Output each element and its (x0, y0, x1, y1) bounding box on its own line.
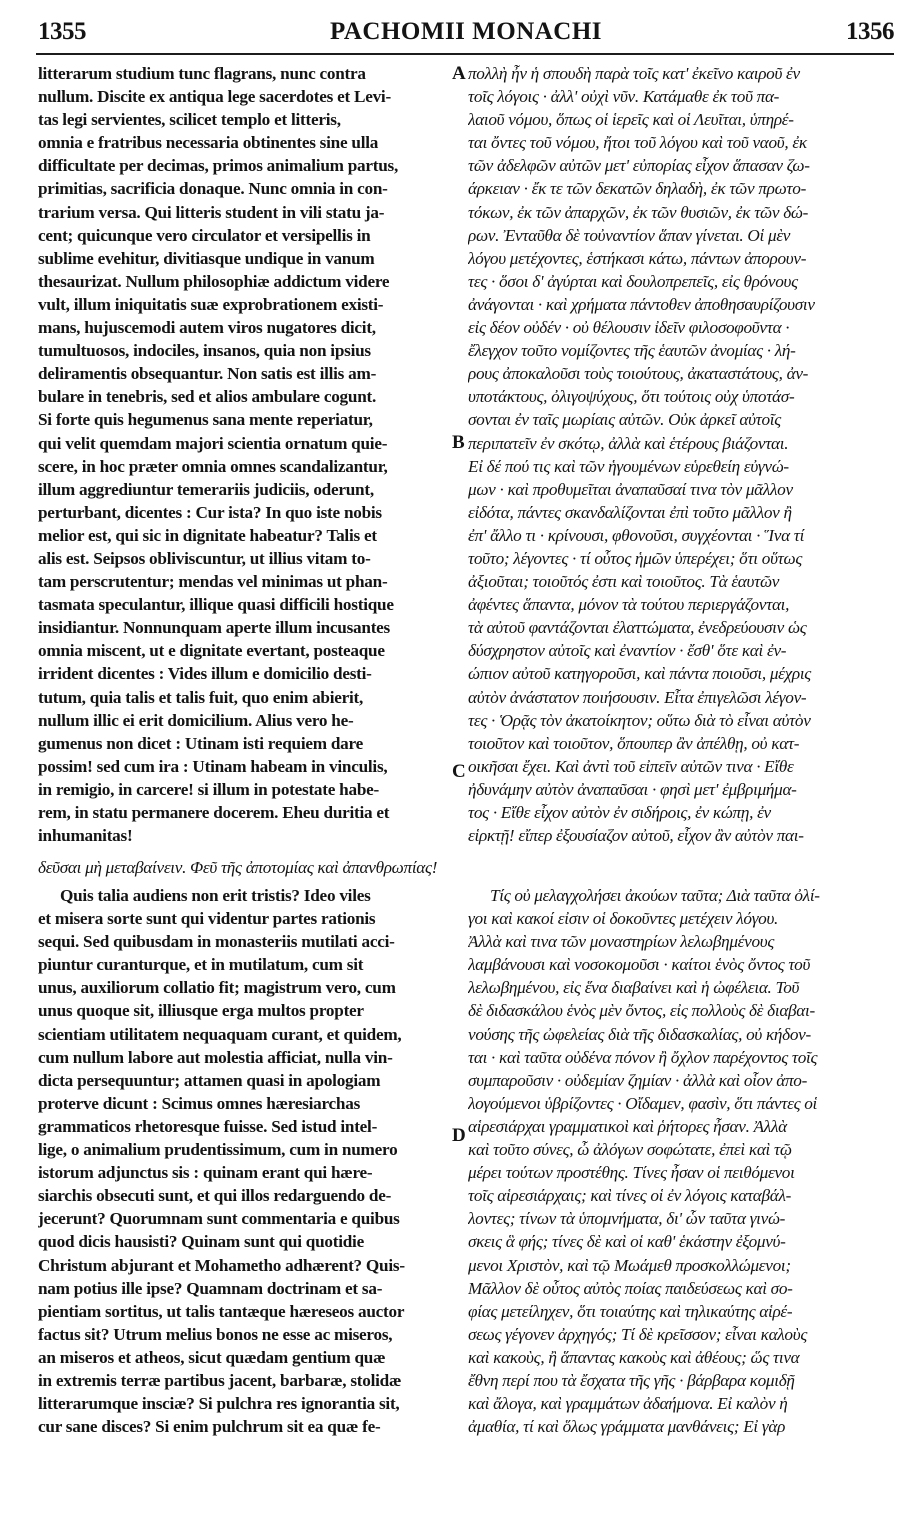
text-line: εἰδότα, πάντες σκανδαλίζονται ἐπὶ τοῦτο μᾶλλον ἢ (468, 502, 792, 522)
text-line: an miseros et atheos, sicut quædam gentium quæ (38, 1347, 386, 1367)
text-line: lige, o animalium prudentissimum, cum in numero (38, 1140, 398, 1160)
page-number-right: 1356 (846, 18, 894, 45)
section-marker-a: A (452, 63, 466, 84)
text-line: nullum illic ei erit domicilium. Alius vero he- (38, 710, 354, 730)
text-line: tas legi servientes, scilicet templo et litteris, (38, 110, 341, 130)
text-line: deliramentis obsequantur. Non satis est illis am- (38, 364, 377, 384)
text-line: σεως γέγονεν ἀρχηγός; Τί δὲ κρεῖσσον; εἶναι καλοὺς (468, 1324, 807, 1344)
latin-column-bottom (38, 884, 453, 1438)
text-line: εἰς δέον οὐδέν · οὐ θέλουσιν ἰδεῖν φιλοσοφοῦντα · (468, 318, 790, 338)
section-marker-b: B (452, 432, 465, 453)
running-header (38, 10, 894, 50)
text-line: possim! sed cum ira : Utinam habeam in vinculis, (38, 756, 388, 776)
text-line: τοῖς αἱρεσιάρχαις; καὶ τίνες οἱ ἐν λόγοις καταβάλ- (468, 1186, 792, 1206)
text-line: illum aggrediuntur temerariis judiciis, oderunt, (38, 479, 374, 499)
text-line: sublime evehitur, divitiasque undique in vanum (38, 248, 375, 268)
section-marker-c: C (452, 761, 466, 782)
text-line: τὰ αὐτοῦ φαντάζονται ἐλαττώματα, ἐνεδρεύουσιν ὡς (468, 618, 807, 638)
text-line: μων · καὶ προθυμεῖται ἀναπαῦσαί τινα τὸν μᾶλλον (468, 479, 793, 499)
text-line: δύσχρηστον αὐτοῖς καὶ ἐναντίον · ἔσθ' ὅτε καὶ ἐν- (468, 641, 787, 661)
text-line: mans, hujuscemodi autem viros nugatores dicit, (38, 318, 376, 338)
text-line: λοντες; τίνων τὰ ὑπομνήματα, δι' ὧν ταῦτα γινώ- (468, 1209, 786, 1229)
text-line: ἀμαθία, τί καὶ ὅλως γράμματα μανθάνεις; Εἰ γὰρ (468, 1417, 786, 1437)
text-line: Quis talia audiens non erit tristis? Ideo viles (60, 886, 371, 905)
text-line: εἱρκτῇ! εἴπερ ἐξουσίαζον αὐτοῦ, εἶχον ἂν αὐτὸν παι- (468, 826, 804, 846)
text-line: nam potius ille ipse? Quamnam doctrinam et sa- (38, 1278, 383, 1298)
text-line: οικῆσαι ἔχει. Καὶ ἀντὶ τοῦ εἰπεῖν αὐτῶν τινα · Εἴθε (468, 756, 794, 776)
latin-column-top (38, 62, 453, 847)
greek-column-bottom (468, 884, 892, 1438)
text-line: vult, illum iniquitatis suæ exprobrationem existi- (38, 294, 384, 314)
text-line: cent; quicunque vero circulator et versipellis in (38, 225, 371, 245)
text-line: λογούμενοι ὑβρίζοντες · Οἴδαμεν, φασὶν, ὅτι πάντες οἱ (468, 1093, 818, 1113)
text-line: unus, auxiliorum collatio fit; magistrum vero, cum (38, 978, 396, 998)
text-line: cum nullum labore aut molestia afficiat, nulla vin- (38, 1047, 393, 1067)
text-line: μέρει τούτων προστέθης. Τίνες ἦσαν οἱ πειθόμενοι (468, 1163, 795, 1183)
text-line: in remigio, in carcere! si illum in potestate habe- (38, 779, 379, 799)
text-line: jecerunt? Quorumnam sunt commentaria e quibus (38, 1209, 400, 1229)
page-number-left: 1355 (38, 18, 86, 45)
text-line: ται · καὶ ταῦτα οὐδένα πόνον ἢ ὄχλον παρέχοντος τοῖς (468, 1047, 818, 1067)
text-line: υποτάκτους, ὀλιγοψύχους, ὅτι τούτοις οὐχ ὑποτάσ- (468, 387, 795, 407)
text-line: λόγου μετέχοντες, ἑστήκασι κάτω, πάντων ἀπορουν- (468, 248, 807, 268)
text-line: proterve dicunt : Scimus omnes hæresiarchas (38, 1093, 361, 1113)
text-line: γοι καὶ κακοί εἰσιν οἱ δοκοῦντες μετέχειν λόγου. (468, 909, 779, 929)
text-line: sequi. Sed quibusdam in monasteriis mutilati acci- (38, 932, 395, 952)
text-line: τῶν ἀδελφῶν αὐτῶν μετ' εὐπορίας εἶχον ἅπασαν ζω- (468, 156, 810, 176)
text-line: ρους ἀποκαλοῦσι τοὺς τοιούτους, ἀκαταστάτους, ἀν- (468, 364, 809, 384)
text-line: pientiam sortitus, ut talis tantæque hæreseos auctor (38, 1301, 405, 1321)
text-line: tumultuosos, indociles, insanos, quia non ipsius (38, 341, 371, 361)
text-line: perturbant, dicentes : Cur ista? In quo iste nobis (38, 502, 382, 522)
text-line: σονται ἐν ταῖς μωρίαις αὐτῶν. Οὐκ ἀρκεῖ αὐτοῖς (468, 410, 781, 430)
text-line: ἠδυνάμην αὐτὸν ἀναπαῦσαι · φησὶ μετ' ἐμβριμήμα- (468, 779, 797, 799)
text-line: Τίς οὐ μελαγχολήσει ἀκούων ταῦτα; Διὰ ταῦτα ὀλί- (490, 886, 820, 905)
text-line: piuntur curanturque, et in mutilatum, cum sit (38, 955, 364, 975)
text-line: tasmata speculantur, illique quasi difficili hostique (38, 595, 394, 615)
text-line: φίας μετείληχεν, ὅτι τοιαύτης καὶ τηλικαύτης αἱρέ- (468, 1301, 793, 1321)
text-line: ρων. Ἐνταῦθα δὲ τοὐναντίον ἅπαν γίνεται. Οἱ μὲν (468, 225, 791, 245)
text-line: quod dicis hausisti? Quinam sunt qui quotidie (38, 1232, 364, 1252)
text-line: gumenus non dicet : Utinam isti requiem dare (38, 733, 363, 753)
text-line: άρκειαν · ἔκ τε τῶν δεκατῶν δηλαδὴ, ἐκ τῶν πρωτο- (468, 179, 806, 199)
text-line: melior est, qui sic in dignitate habeatur? Talis et (38, 525, 377, 545)
text-line: καὶ κακοὺς, ἢ ἅπαντας κακοὺς καὶ ἀθέους; ὥς τινα (468, 1347, 800, 1367)
text-line: νούσης τῆς ὠφελείας διὰ τῆς διδασκαλίας, οὐ κήδον- (468, 1024, 811, 1044)
text-line: litterarum studium tunc flagrans, nunc contra (38, 64, 366, 83)
text-line: μενοι Χριστὸν, καὶ τῷ Μωάμεθ προσκολλώμενοι; (468, 1255, 791, 1275)
text-line: Ἀλλὰ καὶ τινα τῶν μοναστηρίων λελωβημένους (468, 932, 775, 952)
text-line: ται ὄντες τοῦ νόμου, ἤτοι τοῦ λόγου καὶ τοῦ ναοῦ, ἐκ (468, 133, 807, 153)
text-line: difficultate per decimas, primos animalium partus, (38, 156, 399, 176)
running-title: PACHOMII MONACHI (329, 18, 603, 45)
text-line: et misera sorte sunt qui videntur partes rationis (38, 909, 376, 929)
text-line: ἀνάγονται · καὶ χρήματα πάντοθεν ἀποθησαυρίζουσιν (468, 294, 815, 314)
text-line: omnia miscent, ut e dignitate evertant, posteaque (38, 641, 385, 661)
text-line: unus quoque sit, illiusque erga multos propter (38, 1001, 364, 1021)
text-line: τόκων, ἐκ τῶν ἀπαρχῶν, ἐκ τῶν θυσιῶν, ἐκ τῶν δώ- (468, 202, 809, 222)
text-line: Si forte quis hegumenus sana mente reperiatur, (38, 410, 373, 430)
text-line: litterarumque insciæ? Si pulchra res ignorantia sit, (38, 1394, 400, 1414)
text-line: τοῦτο; λέγοντες · τί οὗτος ἡμῶν ὑπερέχει; ὅτι οὕτως (468, 548, 803, 568)
text-line: καὶ τοῦτο σύνες, ὦ ἀλόγων σοφώτατε, ἐπεὶ καὶ τῷ (468, 1140, 792, 1160)
text-line: inhumanitas! (38, 826, 133, 846)
text-line: αὐτὸν ἀνάστατον ποιήσουσιν. Εἶτα ἐπιγελῶσι λέγον- (468, 687, 807, 707)
text-line: siarchis obsecuti sunt, et qui illos redarguendo de- (38, 1186, 392, 1206)
text-line: ἀφέντες ἅπαντα, μόνον τὰ τούτου περιεργάζονται, (468, 595, 790, 615)
text-line: ἐπ' ἄλλο τι · κρίνουσι, φθονοῦσι, συγχέονται · Ἵνα τί (468, 525, 805, 545)
text-line: περιπατεῖν ἐν σκότῳ, ἀλλὰ καὶ ἑτέρους βιάζονται. (468, 433, 789, 453)
text-line: Christum abjurant et Mohametho adhærent? Quis- (38, 1255, 405, 1275)
text-line: qui velit quemdam majori scientia ornatum quie- (38, 433, 388, 453)
text-line: primitias, sacrificia donaque. Nunc omnia in con- (38, 179, 388, 199)
text-line: trarium versa. Qui litteris student in vili statu ja- (38, 202, 385, 222)
text-line: tutum, quia talis et talis fuit, quo enim abierit, (38, 687, 364, 707)
text-line: bulare in tenebris, sed et alios ambulare cogunt. (38, 387, 377, 407)
header-rule (36, 53, 894, 55)
text-line: τοιοῦτον καὶ τοιοῦτον, ὅπουπερ ἂν ἀπέλθῃ, οὐ κατ- (468, 733, 800, 753)
text-line: thesaurizat. Nullum philosophiæ addictum videre (38, 271, 390, 291)
greek-column-top (468, 62, 892, 847)
text-line: dicta persequuntur; attamen quasi in apologiam (38, 1070, 381, 1090)
text-line: insidiantur. Nonnunquam aperte illum incusantes (38, 618, 390, 638)
text-line: omnia e fratribus necessaria obtinentes sine ulla (38, 133, 379, 153)
text-line: λαμβάνουσι καὶ νοσοκομοῦσι · καίτοι ἑνὸς ὄντος τοῦ (468, 955, 811, 975)
text-line: Εἰ δέ πού τις καὶ τῶν ἡγουμένων εὑρεθείη εὐγνώ- (468, 456, 789, 476)
text-line: δὲ διδασκάλου ἑνὸς μὲν ὄντος, εἰς πολλοὺς δὲ διαβαι- (468, 1001, 815, 1021)
text-line: grammaticos rhetoresque fuisse. Sed istud intel- (38, 1116, 378, 1136)
text-line: ἔθνη περί που τὰ ἔσχατα τῆς γῆς · βάρβαρα κομιδῇ (468, 1370, 795, 1390)
text-line: scere, in hoc præter omnia omnes scandalizantur, (38, 456, 388, 476)
text-line: Μᾶλλον δὲ οὗτος αὐτὸς ποίας παιδεύσεως καὶ σο- (468, 1278, 793, 1298)
text-line: rem, in statu permanere docerem. Eheu duritia et (38, 803, 390, 822)
text-line: τες · Ὁρᾷς τὸν ἀκατοίκητον; οὕτω διὰ τὸ εἶναι αὐτὸν (468, 710, 811, 730)
text-line: irrident dicentes : Vides illum e domicilio desti- (38, 664, 372, 684)
text-line: alis est. Seipsos obliviscuntur, ut illius vitam to- (38, 548, 371, 568)
text-line: cur sane disces? Si enim pulchrum sit ea quæ fe- (38, 1417, 381, 1437)
text-line: ώπιον αὐτοῦ κατηγοροῦσι, καὶ πάντα ποιοῦσι, μέχρις (468, 664, 811, 684)
text-line: τες · ὅσοι δ' ἀγύρται καὶ δουλοπρεπεῖς, εἰς θρόνους (468, 271, 798, 291)
text-line: συμπαροῦσιν · οὐδεμίαν ζημίαν · ἀλλὰ καὶ οἷον ἀπο- (468, 1070, 808, 1090)
text-line: σκεις ἃ φής; τίνες δὲ καὶ οἱ καθ' ἑκάστην ἐξομνύ- (468, 1232, 786, 1252)
section-marker-d: D (452, 1125, 466, 1146)
text-line: λαιοῦ νόμου, ὅπως οἱ ἱερεῖς καὶ οἱ Λευῖται, ὑπηρέ- (468, 110, 794, 130)
text-line: in extremis terræ partibus jacent, barbaræ, stolidæ (38, 1370, 402, 1390)
greek-spanning-line: δεῦσαι μὴ μεταβαίνειν. Φεῦ τῆς ἀποτομίας καὶ ἀπανθρωπίας! (38, 858, 438, 877)
text-line: tam perscrutentur; mendas vel minimas ut phan- (38, 572, 388, 592)
text-line: istorum adjunctus sis : quinam erant qui hære- (38, 1163, 373, 1183)
text-line: ἀξιοῦται; τοιοῦτός ἐστι καὶ τοιοῦτος. Τὰ ἑαυτῶν (468, 572, 780, 592)
text-line: scientiam utilitatem nequaquam curant, et quidem, (38, 1024, 402, 1044)
text-line: καὶ ἄλογα, καὶ γραμμάτων ἀδαήμονα. Εἰ καλὸν ἡ (468, 1394, 788, 1414)
text-line: ἔλεγχον τοῦτο νομίζοντες τῆς ἑαυτῶν ἀνομίας · λή- (468, 341, 796, 361)
text-line: αἱρεσιάρχαι γραμματικοὶ καὶ ῥήτορες ἦσαν. Ἀλλὰ (468, 1116, 787, 1136)
text-line: nullum. Discite ex antiqua lege sacerdotes et Levi- (38, 87, 391, 107)
text-line: factus sit? Utrum melius bonos ne esse ac miseros, (38, 1324, 393, 1344)
text-line: λελωβημένου, εἰς ἕνα διαβαίνει καὶ ἡ ὠφέλεια. Τοῦ (468, 978, 800, 998)
text-line: τος · Εἴθε εἶχον αὐτὸν ἐν σιδήροις, ἐν κώπῃ, ἐν (468, 803, 771, 822)
text-line: πολλὴ ἦν ἡ σπουδὴ παρὰ τοῖς κατ' ἐκεῖνο καιροῦ ἐν (468, 64, 800, 83)
text-line: τοῖς λόγοις · ἀλλ' οὐχὶ νῦν. Κατάμαθε ἐκ τοῦ πα- (468, 87, 780, 107)
